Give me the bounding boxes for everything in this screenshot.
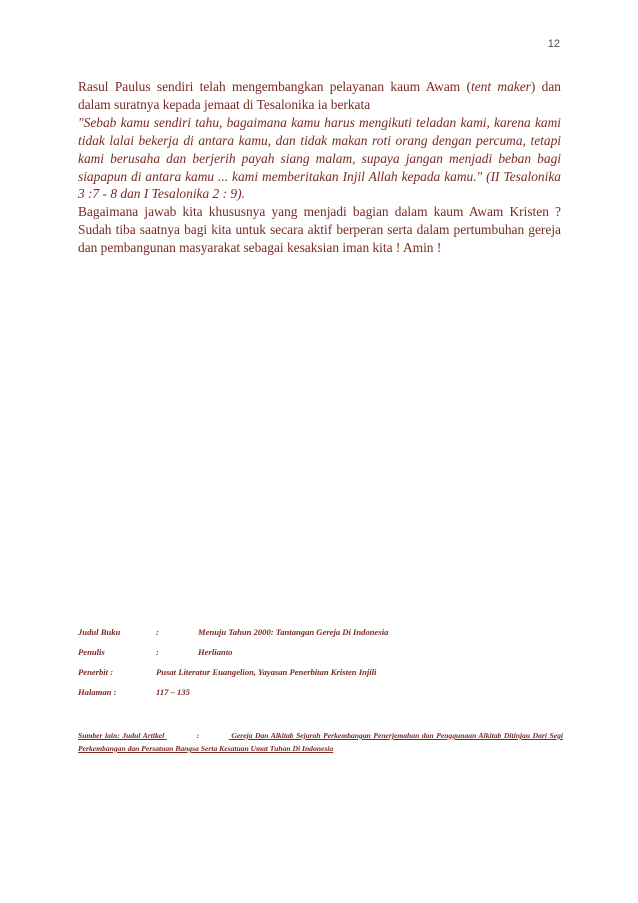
tent-maker-term: tent maker <box>471 79 531 94</box>
bib-penulis-label: Penulis <box>78 647 105 657</box>
bib-judul-label: Judul Buku <box>78 627 121 637</box>
bible-quote <box>78 114 561 204</box>
page-number: 12 <box>547 38 560 50</box>
bib-judul-colon: : <box>156 627 159 637</box>
paragraph-intro <box>78 78 561 114</box>
bible-quote-text: "Sebab kamu sendiri tahu, bagaimana kamu harus mengikuti teladan kami, karena kami tidak lalai bekerja di antara kamu, dan tidak makan roti orang dengan percuma, tetapi kami berusaha dan berjerih payah siang malam, supaya jangan menjadi beban bagi siapapun di antara kamu ... kami memberitakan Injil Allah kepada kamu." (II Tesalonika 3 :7 - 8 dan I Tesalonika 2 : 9). <box>78 114 561 202</box>
body-text <box>78 78 561 257</box>
source-label: Sumber lain: Judul Artikel <box>78 731 165 740</box>
bib-judul-row <box>78 627 563 637</box>
source-colon: : <box>196 731 200 740</box>
bib-judul-value: Menuju Tahun 2000: Tantangan Gereja Di Indonesia <box>198 627 389 637</box>
bib-halaman-label: Halaman : <box>78 687 117 697</box>
bib-penerbit-label: Penerbit : <box>78 667 114 677</box>
bib-halaman-value: 117 – 135 <box>156 687 190 697</box>
paragraph-closing: Bagaimana jawab kita khususnya yang menjadi bagian dalam kaum Awam Kristen ? Sudah tiba saatnya bagi kita untuk secara aktif berperan serta dalam pertumbuhan gereja dan pembangunan masyarakat sebagai kesaksian iman kita ! Amin ! <box>78 204 561 256</box>
bib-penulis-row <box>78 647 563 657</box>
paragraph-intro-lead: Rasul Paulus sendiri telah mengembangkan pelayanan kaum Awam ( <box>78 79 471 94</box>
bib-penulis-colon: : <box>156 647 159 657</box>
bib-penerbit-row <box>78 667 563 677</box>
source-value: Gereja Dan Alkitab Sejarah Perkembangan Penerjemahan dan Penggunaan Alkitab Ditinjau Dari Segi Perkembangan dan Persatuan Bangsa Serta Kesatuan Umat Tuhan Di Indonesia <box>78 731 563 753</box>
bib-penulis-value: Herlianto <box>198 647 233 657</box>
bib-penerbit-value: Pusat Literatur Euangelion, Yayasan Penerbitan Kristen Injili <box>156 667 377 677</box>
source-note <box>78 729 563 755</box>
bib-halaman-row <box>78 687 563 697</box>
paragraph-intro-tail: ) dan dalam suratnya kepada jemaat di Tesalonika ia berkata <box>78 79 561 112</box>
